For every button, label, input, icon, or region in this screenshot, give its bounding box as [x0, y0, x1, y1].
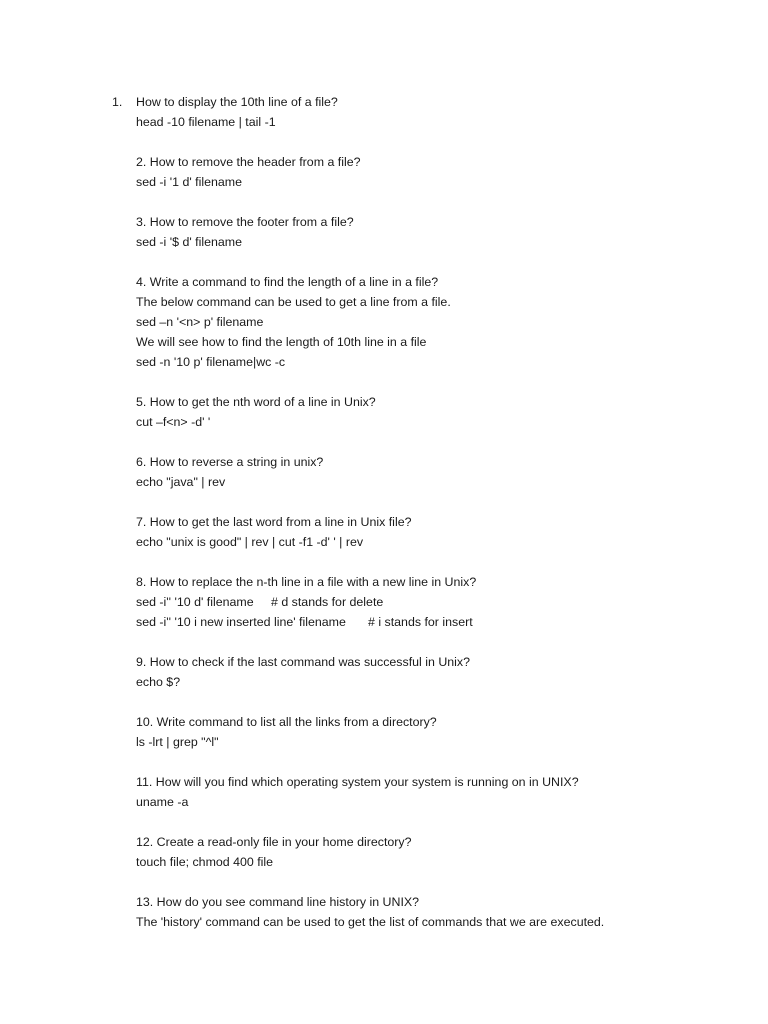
qa-item-11: [136, 772, 736, 812]
answer-text: sed -i '1 d' filename: [136, 175, 242, 189]
answer-text: sed –n '<n> p' filename: [136, 315, 264, 329]
question-text: 11. How will you find which operating system your system is running on in UNIX?: [136, 775, 579, 789]
answer-text: echo "java" | rev: [136, 475, 226, 489]
qa-item-8: [136, 572, 736, 632]
question-text: 3. How to remove the footer from a file?: [136, 215, 354, 229]
answer-text: head -10 filename | tail -1: [136, 115, 276, 129]
command-row: [136, 612, 736, 632]
qa-item-4: [136, 272, 736, 372]
question-text: 4. Write a command to find the length of a line in a file?: [136, 275, 439, 289]
question-text: How to display the 10th line of a file?: [136, 95, 338, 109]
list-number: 1.: [112, 95, 123, 109]
qa-item-12: [136, 832, 736, 872]
qa-item-5: [136, 392, 736, 432]
command-comment: # d stands for delete: [271, 595, 384, 609]
answer-text: cut –f<n> -d' ': [136, 415, 211, 429]
question-text: 6. How to reverse a string in unix?: [136, 455, 324, 469]
qa-item-7: [136, 512, 736, 552]
answer-text: ls -lrt | grep "^l": [136, 735, 219, 749]
question-text: 9. How to check if the last command was successful in Unix?: [136, 655, 470, 669]
question-text: 2. How to remove the header from a file?: [136, 155, 361, 169]
question-text: 13. How do you see command line history in UNIX?: [136, 895, 420, 909]
command-comment: # i stands for insert: [368, 615, 473, 629]
answer-text: uname -a: [136, 795, 189, 809]
question-text: 10. Write command to list all the links from a directory?: [136, 715, 437, 729]
answer-text: sed -i '$ d' filename: [136, 235, 242, 249]
qa-item-10: [136, 712, 736, 752]
command-row: [136, 592, 736, 612]
qa-item-2: [136, 152, 736, 192]
answer-text: We will see how to find the length of 10th line in a file: [136, 335, 427, 349]
answer-text: echo "unix is good" | rev | cut -f1 -d' ' | rev: [136, 535, 364, 549]
question-text: 5. How to get the nth word of a line in Unix?: [136, 395, 376, 409]
answer-text: The 'history' command can be used to get the list of commands that we are executed.: [136, 915, 605, 929]
answer-text: touch file; chmod 400 file: [136, 855, 274, 869]
document-body: [112, 92, 736, 952]
answer-text: echo $?: [136, 675, 181, 689]
question-text: 12. Create a read-only file in your home directory?: [136, 835, 412, 849]
qa-item-9: [136, 652, 736, 692]
command-text: sed -i'' '10 d' filename: [136, 595, 254, 609]
qa-item-6: [136, 452, 736, 492]
answer-text: The below command can be used to get a line from a file.: [136, 295, 451, 309]
qa-item-1: [112, 92, 736, 132]
command-text: sed -i'' '10 i new inserted line' filename: [136, 615, 346, 629]
question-text: 8. How to replace the n-th line in a file with a new line in Unix?: [136, 575, 477, 589]
qa-item-13: [136, 892, 736, 932]
qa-item-3: [136, 212, 736, 252]
answer-text: sed -n '10 p' filename|wc -c: [136, 355, 286, 369]
question-text: 7. How to get the last word from a line in Unix file?: [136, 515, 412, 529]
